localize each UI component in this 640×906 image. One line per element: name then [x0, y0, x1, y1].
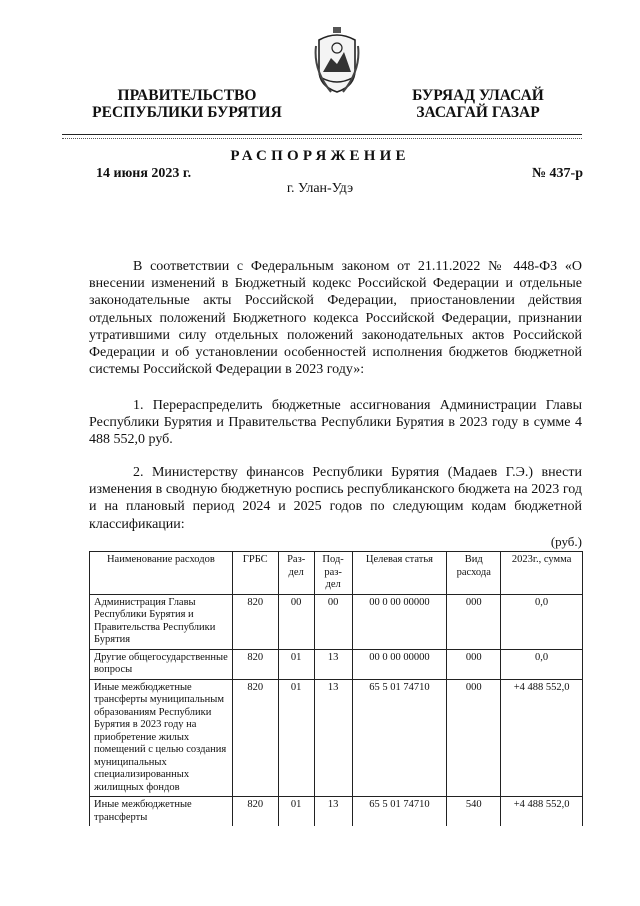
- cell-section: 01: [278, 649, 314, 679]
- table-row: [90, 679, 583, 797]
- cell-expense-type: 000: [447, 649, 501, 679]
- table-unit-label: (руб.): [550, 534, 582, 549]
- item-2-paragraph: 2. Министерству финансов Республики Бурятия (Мадаев Г.Э.) внести изменения в сводную бюджетную роспись республиканского бюджета на 2023 год и на плановый период 2024 и 2025 годов по следующим кодам бюджетной классификации:: [89, 465, 582, 532]
- col-header-target: Целевая статья: [352, 552, 447, 595]
- cell-expense-type: 540: [447, 797, 501, 827]
- header-right-line1: БУРЯАД УЛАСАЙ: [412, 87, 544, 104]
- cell-name: Администрация Главы Республики Бурятия и Правительства Республики Бурятия: [90, 594, 233, 649]
- item-1-paragraph: 1. Перераспределить бюджетные ассигнования Администрации Главы Республики Бурятия и Правительства Республики Бурятия в 2023 году в сумме 4 488 552,0 руб.: [89, 398, 582, 448]
- cell-subsection: 13: [314, 649, 352, 679]
- header-left-line1: ПРАВИТЕЛЬСТВО: [117, 87, 257, 104]
- cell-section: 01: [278, 797, 314, 827]
- preamble-paragraph: В соответствии с Федеральным законом от 21.11.2022 № 448-ФЗ «О внесении изменений в Бюджетный кодекс Российской Федерации и отдельные законодательные акты Российской Федерации, приостановлении действия отдельных положений Бюджетного кодекса Российской Федерации, признании утратившими силу отдельных положений законодательных актов Российской Федерации и об установлении особенностей исполнения бюджетов бюджетной системы Российской Федерации в 2023 году»:: [89, 259, 582, 378]
- col-header-subsection: Под-раз-дел: [314, 552, 352, 595]
- header-left-line2: РЕСПУБЛИКИ БУРЯТИЯ: [92, 104, 282, 121]
- cell-amount: +4 488 552,0: [501, 679, 583, 797]
- col-header-expense-type: Вид расхода: [447, 552, 501, 595]
- cell-section: 00: [278, 594, 314, 649]
- table-row: [90, 594, 583, 649]
- cell-subsection: 00: [314, 594, 352, 649]
- cell-name: Иные межбюджетные трансферты: [90, 797, 233, 827]
- table-header-row: [90, 552, 583, 595]
- cell-target: 65 5 01 74710: [352, 797, 447, 827]
- document-date: 14 июня 2023 г.: [96, 166, 192, 181]
- cell-subsection: 13: [314, 797, 352, 827]
- header-government-ru: [88, 87, 286, 121]
- document-number: № 437-р: [531, 166, 583, 181]
- cell-grbs: 820: [232, 679, 278, 797]
- cell-amount: 0,0: [501, 594, 583, 649]
- cell-name: Другие общегосударственные вопросы: [90, 649, 233, 679]
- header-right-line2: ЗАСАГАЙ ГАЗАР: [416, 104, 540, 121]
- header-government-bua: [404, 87, 552, 121]
- cell-section: 01: [278, 679, 314, 797]
- cell-expense-type: 000: [447, 679, 501, 797]
- budget-classification-table: [89, 551, 583, 826]
- col-header-name: Наименование расходов: [90, 552, 233, 595]
- col-header-section: Раз-дел: [278, 552, 314, 595]
- cell-subsection: 13: [314, 679, 352, 797]
- cell-expense-type: 000: [447, 594, 501, 649]
- cell-grbs: 820: [232, 594, 278, 649]
- cell-target: 00 0 00 00000: [352, 594, 447, 649]
- document-type-title: РАСПОРЯЖЕНИЕ: [230, 148, 410, 164]
- cell-grbs: 820: [232, 797, 278, 827]
- col-header-grbs: ГРБС: [232, 552, 278, 595]
- cell-amount: +4 488 552,0: [501, 797, 583, 827]
- cell-target: 00 0 00 00000: [352, 649, 447, 679]
- cell-target: 65 5 01 74710: [352, 679, 447, 797]
- table-row: [90, 797, 583, 827]
- cell-name: Иные межбюджетные трансферты муниципальным образованиям Республики Бурятия в 2023 году на приобретение жилых помещений с целью создания муниципальных специализированных жилищных фондов: [90, 679, 233, 797]
- header-divider-dotted: [62, 138, 582, 139]
- table-row: [90, 649, 583, 679]
- col-header-amount: 2023г., сумма: [501, 552, 583, 595]
- header-divider: [62, 134, 582, 135]
- cell-grbs: 820: [232, 649, 278, 679]
- document-city: г. Улан-Удэ: [286, 181, 354, 196]
- cell-amount: 0,0: [501, 649, 583, 679]
- coat-of-arms-emblem: [313, 26, 361, 96]
